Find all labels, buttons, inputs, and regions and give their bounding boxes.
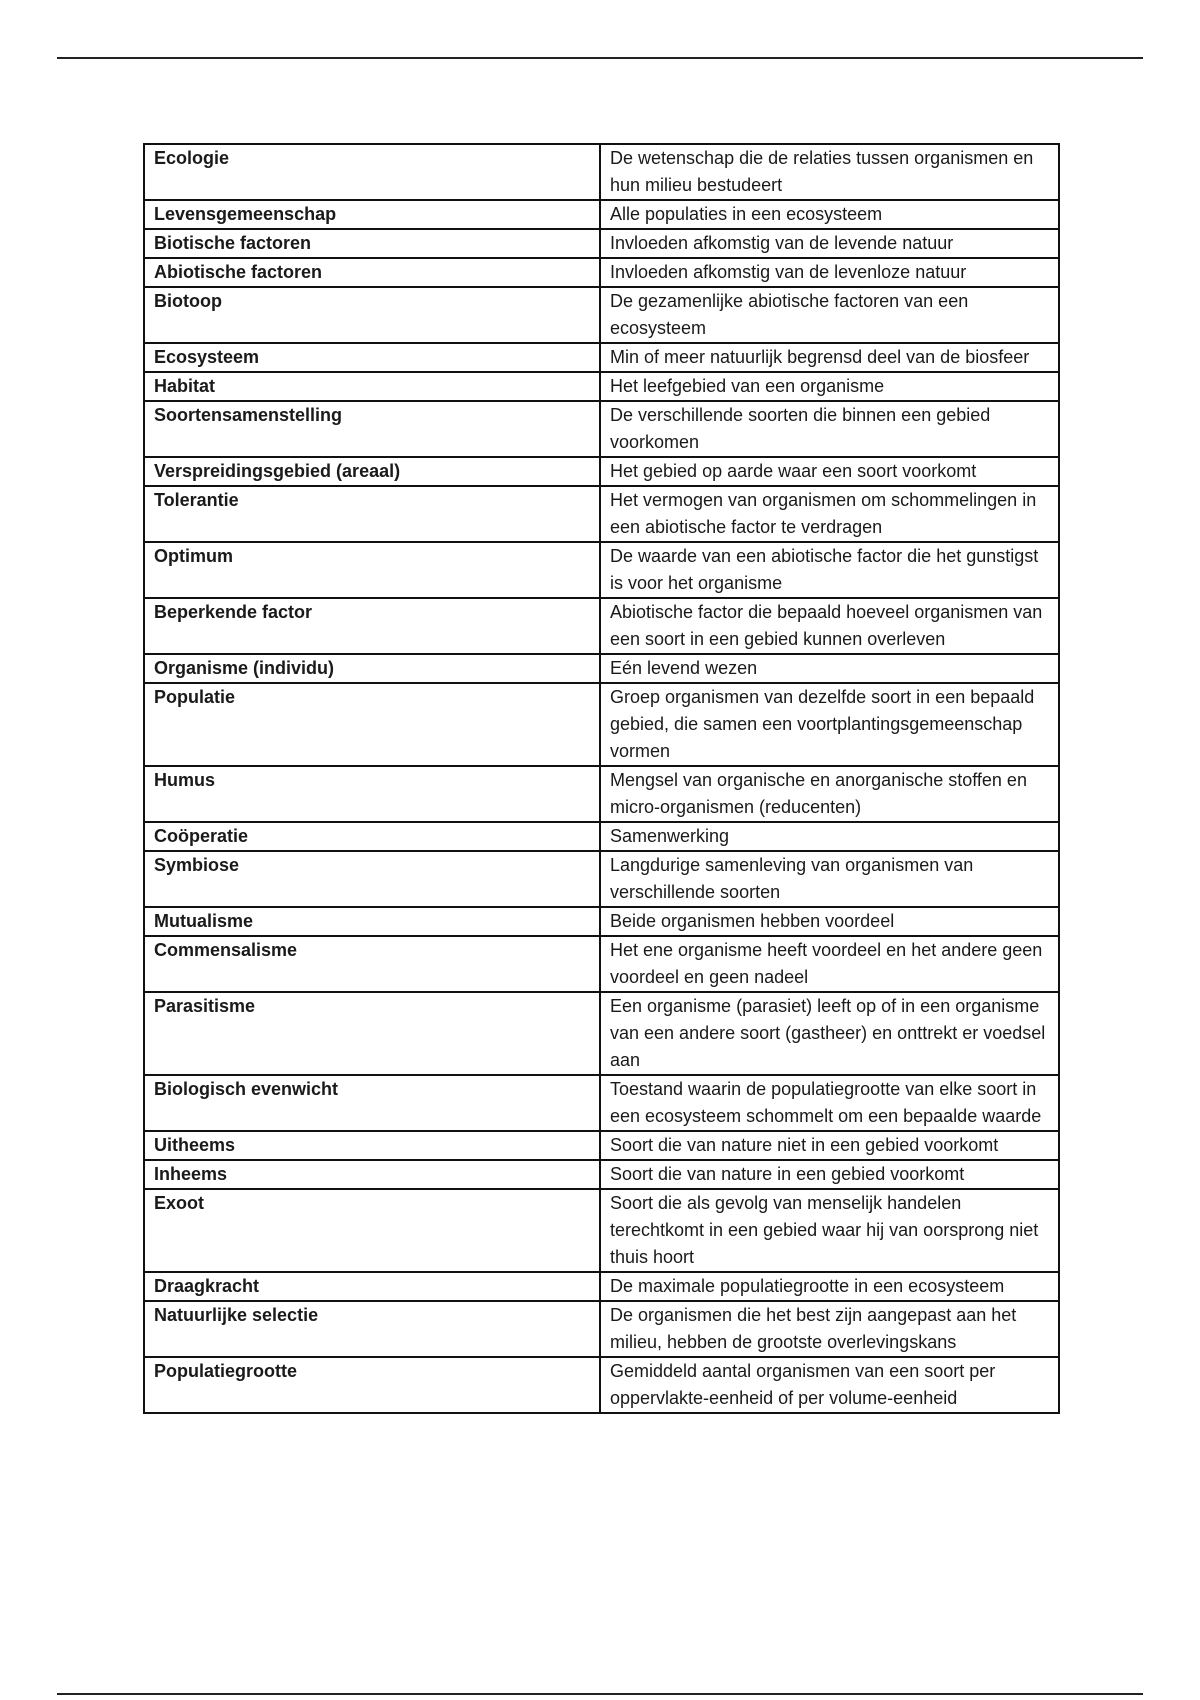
definition-cell: De wetenschap die de relaties tussen organismen en hun milieu bestudeert <box>600 144 1059 200</box>
definition-cell: De waarde van een abiotische factor die het gunstigst is voor het organisme <box>600 542 1059 598</box>
term-cell: Verspreidingsgebied (areaal) <box>144 457 600 486</box>
table-row <box>144 1160 1059 1189</box>
header-rule <box>57 57 1143 59</box>
table-row <box>144 822 1059 851</box>
definition-cell: Soort die van nature in een gebied voorkomt <box>600 1160 1059 1189</box>
table-row <box>144 1272 1059 1301</box>
term-cell: Humus <box>144 766 600 822</box>
term-cell: Biologisch evenwicht <box>144 1075 600 1131</box>
term-cell: Exoot <box>144 1189 600 1272</box>
term-cell: Beperkende factor <box>144 598 600 654</box>
table-row <box>144 542 1059 598</box>
definition-cell: Beide organismen hebben voordeel <box>600 907 1059 936</box>
definition-cell: Langdurige samenleving van organismen van verschillende soorten <box>600 851 1059 907</box>
glossary-body <box>144 144 1059 1413</box>
term-cell: Ecosysteem <box>144 343 600 372</box>
term-cell: Organisme (individu) <box>144 654 600 683</box>
definition-cell: Invloeden afkomstig van de levende natuur <box>600 229 1059 258</box>
term-cell: Habitat <box>144 372 600 401</box>
table-row <box>144 992 1059 1075</box>
definition-cell: De gezamenlijke abiotische factoren van een ecosysteem <box>600 287 1059 343</box>
term-cell: Tolerantie <box>144 486 600 542</box>
definition-cell: Min of meer natuurlijk begrensd deel van de biosfeer <box>600 343 1059 372</box>
definition-cell: Toestand waarin de populatiegrootte van elke soort in een ecosysteem schommelt om een bepaalde waarde <box>600 1075 1059 1131</box>
term-cell: Parasitisme <box>144 992 600 1075</box>
table-row <box>144 766 1059 822</box>
definition-cell: Groep organismen van dezelfde soort in een bepaald gebied, die samen een voortplantingsgemeenschap vormen <box>600 683 1059 766</box>
table-row <box>144 907 1059 936</box>
term-cell: Natuurlijke selectie <box>144 1301 600 1357</box>
table-row <box>144 401 1059 457</box>
glossary-table <box>143 143 1060 1414</box>
definition-cell: De verschillende soorten die binnen een gebied voorkomen <box>600 401 1059 457</box>
table-row <box>144 144 1059 200</box>
table-row <box>144 486 1059 542</box>
definition-cell: Samenwerking <box>600 822 1059 851</box>
table-row <box>144 851 1059 907</box>
definition-cell: Soort die als gevolg van menselijk handelen terechtkomt in een gebied waar hij van oorsprong niet thuis hoort <box>600 1189 1059 1272</box>
definition-cell: Een organisme (parasiet) leeft op of in een organisme van een andere soort (gastheer) en onttrekt er voedsel aan <box>600 992 1059 1075</box>
term-cell: Ecologie <box>144 144 600 200</box>
definition-cell: Invloeden afkomstig van de levenloze natuur <box>600 258 1059 287</box>
table-row <box>144 372 1059 401</box>
table-row <box>144 936 1059 992</box>
table-row <box>144 287 1059 343</box>
table-row <box>144 200 1059 229</box>
table-row <box>144 457 1059 486</box>
table-row <box>144 1189 1059 1272</box>
term-cell: Draagkracht <box>144 1272 600 1301</box>
definition-cell: Alle populaties in een ecosysteem <box>600 200 1059 229</box>
table-row <box>144 683 1059 766</box>
term-cell: Biotoop <box>144 287 600 343</box>
definition-cell: De organismen die het best zijn aangepast aan het milieu, hebben de grootste overlevingskans <box>600 1301 1059 1357</box>
term-cell: Abiotische factoren <box>144 258 600 287</box>
definition-cell: Eén levend wezen <box>600 654 1059 683</box>
term-cell: Uitheems <box>144 1131 600 1160</box>
table-row <box>144 258 1059 287</box>
term-cell: Commensalisme <box>144 936 600 992</box>
term-cell: Optimum <box>144 542 600 598</box>
table-row <box>144 229 1059 258</box>
definition-cell: Het leefgebied van een organisme <box>600 372 1059 401</box>
table-row <box>144 598 1059 654</box>
term-cell: Inheems <box>144 1160 600 1189</box>
definition-cell: Het ene organisme heeft voordeel en het andere geen voordeel en geen nadeel <box>600 936 1059 992</box>
term-cell: Symbiose <box>144 851 600 907</box>
footer-rule <box>57 1693 1143 1695</box>
definition-cell: Mengsel van organische en anorganische stoffen en micro-organismen (reducenten) <box>600 766 1059 822</box>
term-cell: Populatiegrootte <box>144 1357 600 1413</box>
definition-cell: Abiotische factor die bepaald hoeveel organismen van een soort in een gebied kunnen overleven <box>600 598 1059 654</box>
term-cell: Levensgemeenschap <box>144 200 600 229</box>
table-row <box>144 1075 1059 1131</box>
table-row <box>144 1301 1059 1357</box>
definition-cell: Het gebied op aarde waar een soort voorkomt <box>600 457 1059 486</box>
definition-cell: Gemiddeld aantal organismen van een soort per oppervlakte-eenheid of per volume-eenheid <box>600 1357 1059 1413</box>
term-cell: Coöperatie <box>144 822 600 851</box>
definition-cell: Het vermogen van organismen om schommelingen in een abiotische factor te verdragen <box>600 486 1059 542</box>
definition-cell: De maximale populatiegrootte in een ecosysteem <box>600 1272 1059 1301</box>
table-row <box>144 343 1059 372</box>
table-row <box>144 654 1059 683</box>
term-cell: Mutualisme <box>144 907 600 936</box>
definition-cell: Soort die van nature niet in een gebied voorkomt <box>600 1131 1059 1160</box>
term-cell: Populatie <box>144 683 600 766</box>
term-cell: Biotische factoren <box>144 229 600 258</box>
table-row <box>144 1357 1059 1413</box>
table-row <box>144 1131 1059 1160</box>
term-cell: Soortensamenstelling <box>144 401 600 457</box>
